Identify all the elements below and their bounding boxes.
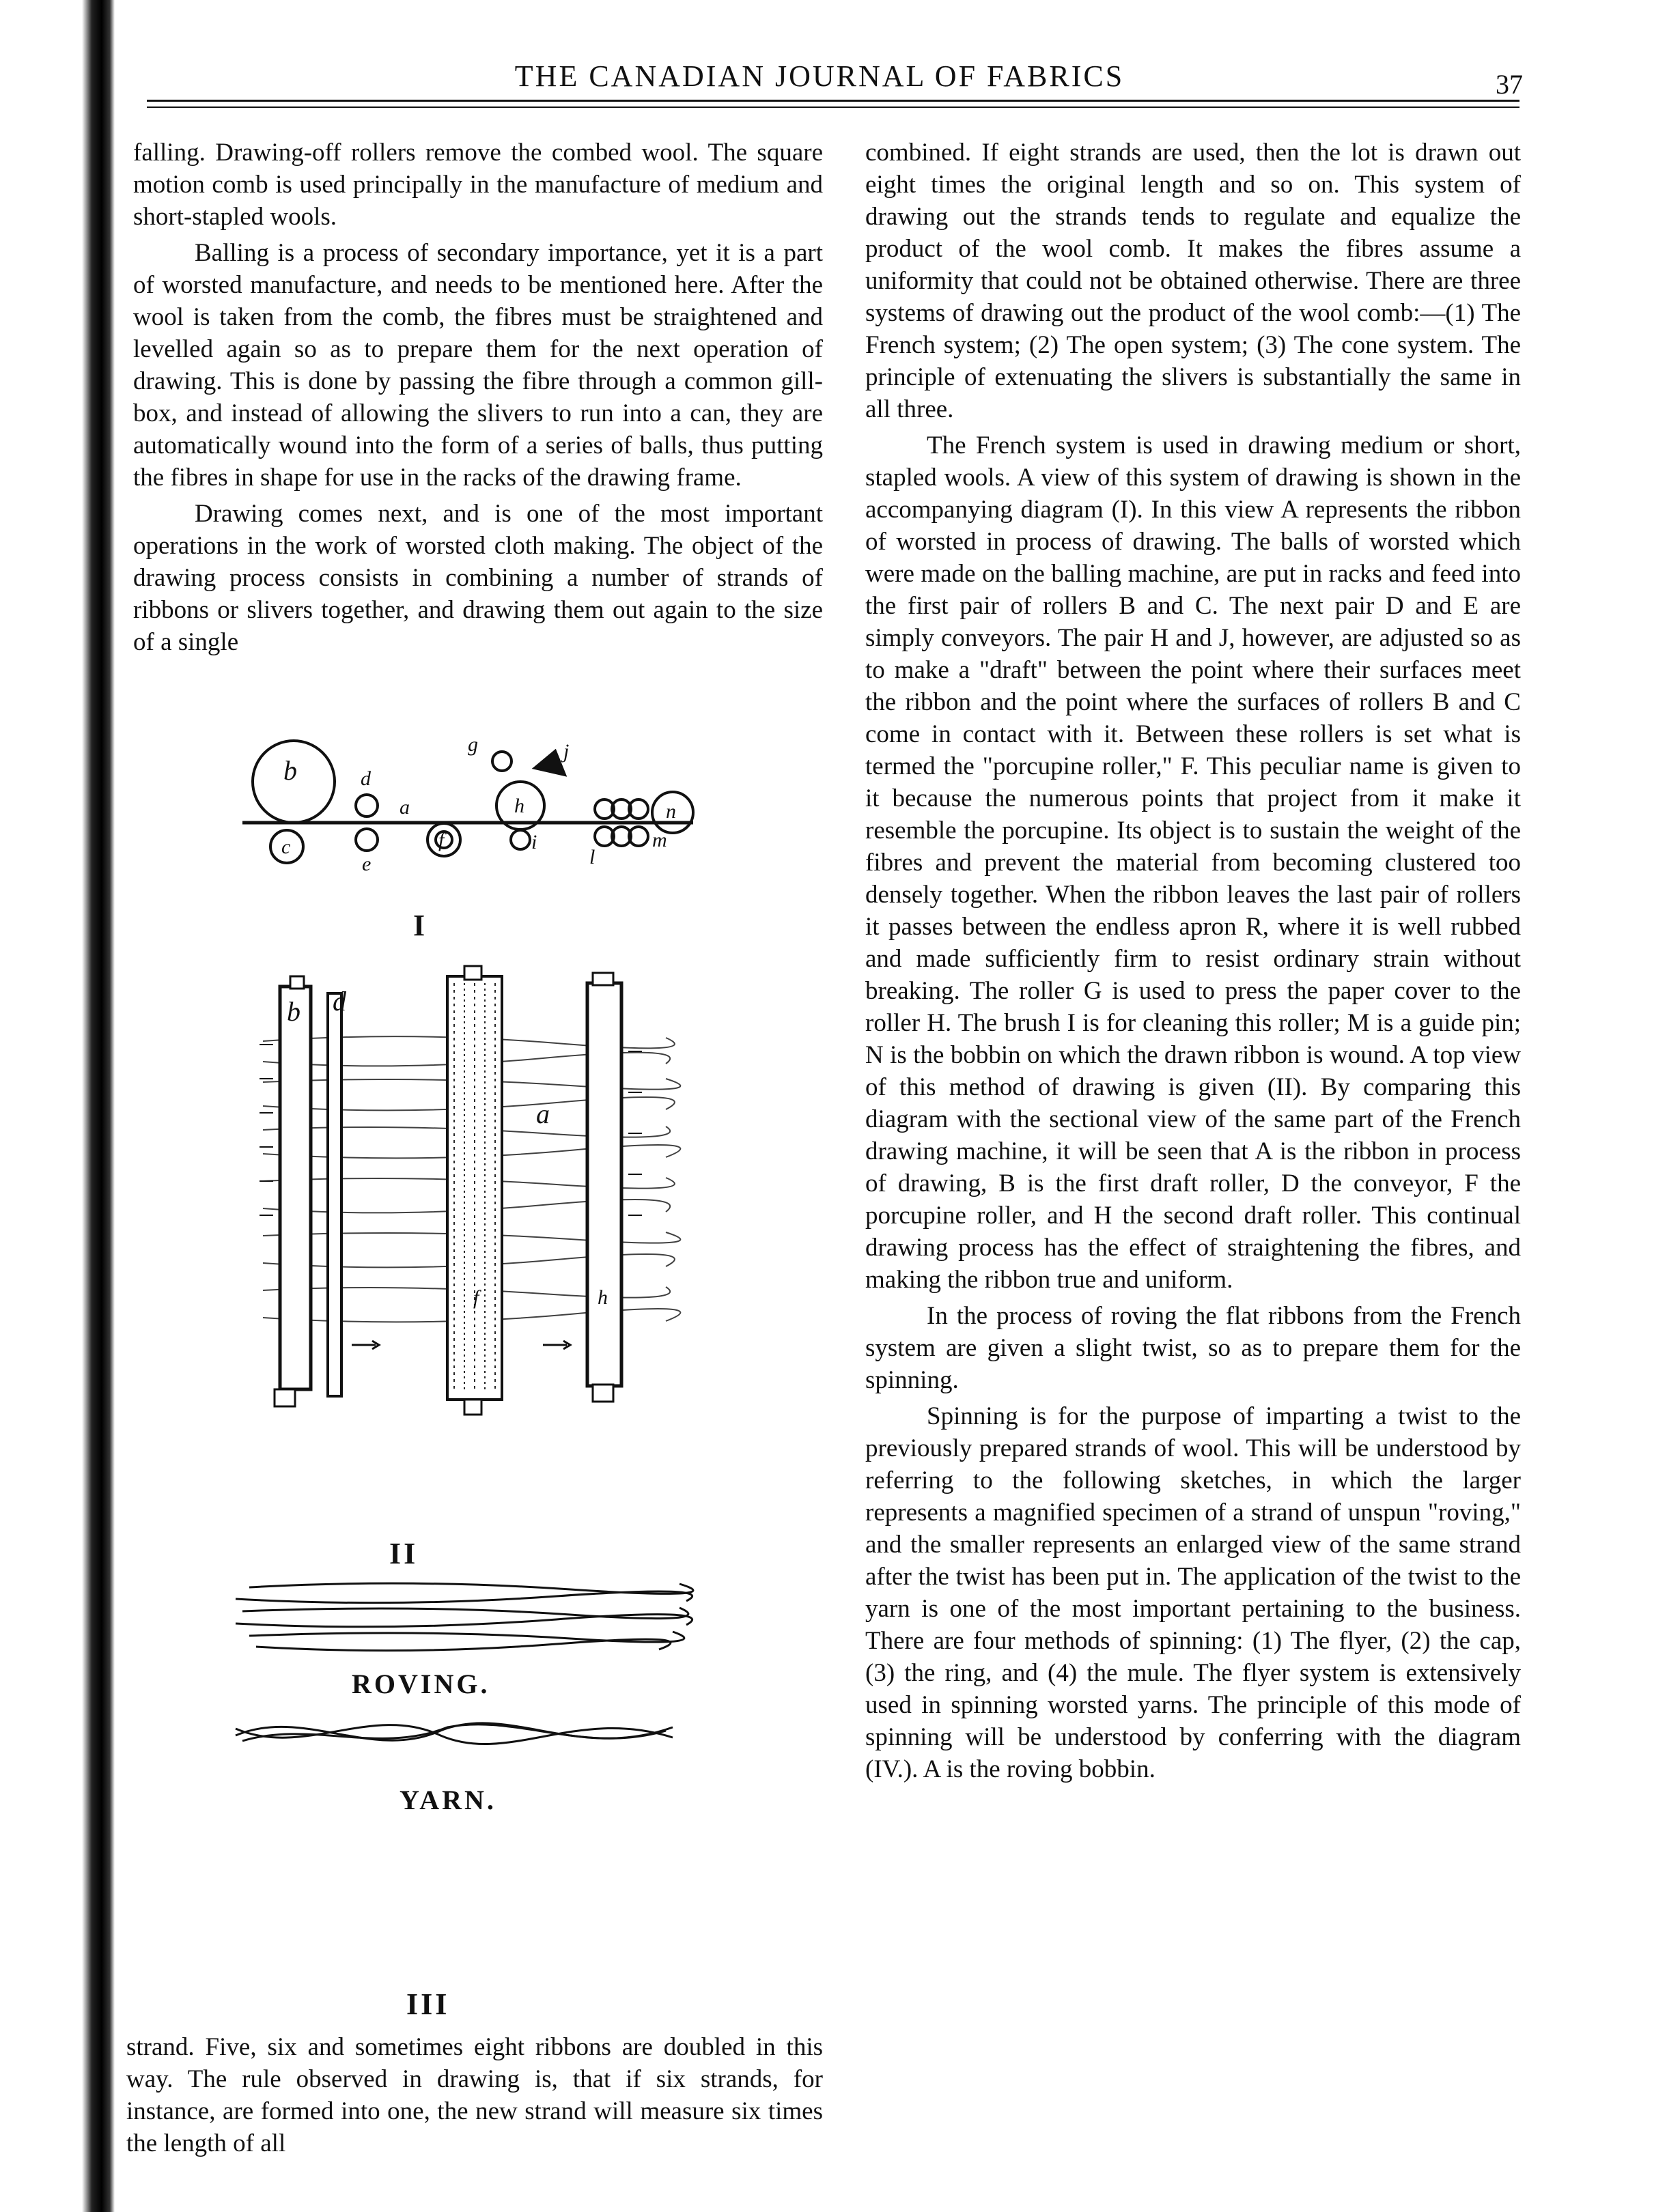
figure-1-sectional-view: [242, 741, 693, 863]
fig1-label-f: f: [438, 829, 445, 851]
left-column-bottom: [126, 2031, 823, 2164]
paragraph: Drawing comes next, and is one of the most important operations in the work of worsted cloth making. The object of the drawing process consists in combining a number of strands of ribbons or slivers together, and drawing them out again to the size of a single: [133, 500, 823, 656]
fig1-label-e: e: [362, 853, 372, 875]
yarn-label: YARN.: [400, 1785, 496, 1815]
fig1-label-n: n: [666, 800, 676, 823]
right-column: [865, 137, 1521, 1789]
paragraph: falling. Drawing-off rollers remove the combed wool. The square motion comb is used principally in the manufacture of medium and short-stapled wools.: [133, 139, 823, 231]
header-rule: [147, 100, 1519, 102]
left-column-top: [133, 137, 823, 662]
figures-block: [133, 737, 823, 2021]
paragraph: Balling is a process of secondary importance, yet it is a part of worsted manufacture, and needs to be mentioned here. After the wool is taken from the comb, the fibres must be straightened and levelled again so as to prepare them for the next operation of drawing. This is done by passing the fibre through a common gill-box, and instead of allowing the slivers to run into a can, they are automatically wound into the form of a series of balls, thus putting the fibres in shape for use in the racks of the drawing frame.: [133, 239, 823, 492]
page-number: 37: [1496, 69, 1523, 100]
paragraph: combined. If eight strands are used, then the lot is drawn out eight times the original length and so on. This system of drawing out the strands tends to regulate and equalize the product of the wool comb. It makes the fibres assume a uniformity that could not be obtained otherwise. There are three systems of drawing out the product of the wool comb:—(1) The French system; (2) The open system; (3) The cone system. The principle of extenuating the slivers is substantially the same in all three.: [865, 139, 1521, 423]
fig2-label-h: h: [598, 1286, 608, 1309]
figure-2-caption: II: [389, 1537, 419, 1570]
fig1-label-d: d: [361, 767, 371, 790]
figure-3-labels: [352, 1669, 496, 2021]
fig2-label-f: f: [473, 1286, 479, 1309]
fig1-label-i: i: [531, 831, 537, 853]
figures-illustration: [133, 737, 823, 2021]
fig2-label-d: d: [333, 986, 346, 1017]
header-rule-secondary: [147, 107, 1519, 108]
fig1-label-a: a: [400, 796, 410, 819]
fig2-label-b: b: [287, 996, 300, 1027]
figure-2-top-view: [260, 966, 680, 1415]
figure-3-caption: III: [406, 1987, 450, 2021]
figure-1-caption: I: [413, 909, 428, 942]
paragraph: Spinning is for the purpose of imparting a twist to the previously prepared strands of wool. This will be understood by referring to the following sketches, in which the larger represents a magnified specimen of a strand of unspun "roving," and the smaller represents an enlarged view of the same strand after the twist has been put in. The application of the twist to the yarn is one of the most important pertaining to the business. There are four methods of spinning: (1) The flyer, (2) the cap, (3) the ring, and (4) the mule. The flyer system is extensively used in spinning worsted yarns. The principle of this mode of spinning will be understood by conferring with the diagram (IV.). A is the roving bobbin.: [865, 1402, 1521, 1783]
paragraph: strand. Five, six and sometimes eight ribbons are doubled in this way. The rule observed in drawing is, that if six strands, for instance, are formed into one, the new strand will measure six times the length of all: [126, 2033, 823, 2157]
paragraph: The French system is used in drawing medium or short, stapled wools. A view of this system of drawing is shown in the accompanying diagram (I). In this view A represents the ribbon of worsted in process of drawing. The balls of worsted which were made on the balling machine, are put in racks and feed into the first pair of rollers B and C. The next pair D and E are simply conveyors. The pair H and J, however, are adjusted so as to make a "draft" between the point where their surfaces meet the ribbon and the point where the surfaces of rollers B and C come in contact with it. Between these rollers is set what is termed the "porcupine roller," F. This peculiar name is given to it because the numerous points that project from it make it resemble the porcupine. Its object is to sustain the weight of the fibres and prevent the material from becoming clustered too densely together. When the ribbon leaves the last pair of rollers it passes between the endless apron R, where it is well rubbed and made sufficiently firm to resist ordinary strain without breaking. The roller G is used to press the paper cover to the roller H. The brush I is for cleaning this roller; M is a guide pin; N is the bobbin on which the drawn ribbon is wound. A top view of this method of drawing is given (II). By comparing this diagram with the sectional view of the same part of the French drawing machine, it will be seen that A is the ribbon in process of drawing, B is the first draft roller, D the conveyor, F the porcupine roller, and H the second draft roller. This continual drawing process has the effect of straightening the fibres, and making the ribbon true and uniform.: [865, 431, 1521, 1294]
book-spine-shadow: [82, 0, 115, 2212]
fig1-label-h: h: [514, 795, 524, 817]
fig1-label-j: j: [563, 740, 570, 763]
fig1-label-l: l: [589, 846, 596, 868]
fig1-label-m: m: [652, 829, 667, 851]
page-header: [116, 59, 1523, 120]
roving-label: ROVING.: [352, 1669, 490, 1699]
fig2-label-a: a: [536, 1098, 550, 1129]
figure-1-labels: [281, 737, 676, 942]
fig1-label-b: b: [283, 755, 297, 786]
paragraph: In the process of roving the flat ribbons from the French system are given a slight twist, so as to prepare them for the spinning.: [865, 1302, 1521, 1394]
fig1-label-g: g: [468, 737, 478, 756]
running-title: THE CANADIAN JOURNAL OF FABRICS: [514, 59, 1125, 93]
fig1-label-c: c: [281, 836, 291, 858]
